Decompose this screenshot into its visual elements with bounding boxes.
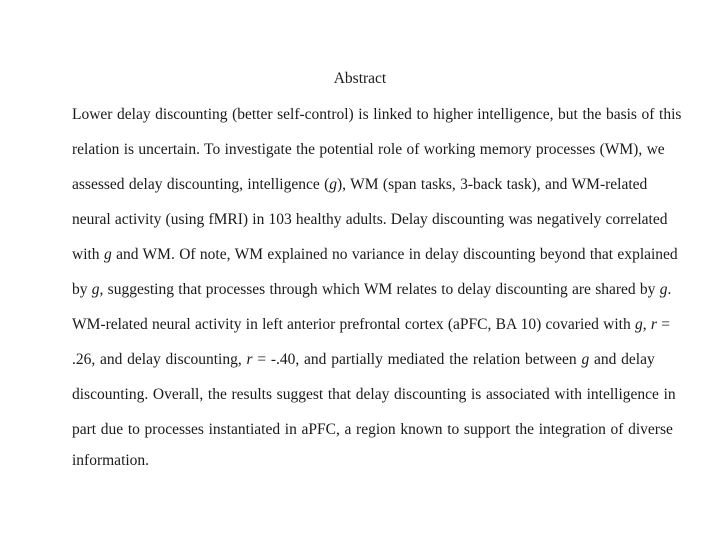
abstract-line-9: discounting. Overall, the results suggest that delay discounting is associated with intelligence in [72,386,676,403]
abstract-line-10: part due to processes instantiated in aPFC, a region known to support the integration of diverse [72,421,673,438]
abstract-line-3: assessed delay discounting, intelligence (g), WM (span tasks, 3-back task), and WM-related [72,176,648,193]
abstract-line-11: information. [72,452,150,469]
abstract-line-4: neural activity (using fMRI) in 103 healthy adults. Delay discounting was negatively correlated [72,211,668,228]
abstract-line-2: relation is uncertain. To investigate the potential role of working memory processes (WM), we [72,141,665,158]
abstract-line-6: by g, suggesting that processes through which WM relates to delay discounting are shared by g. [72,281,672,298]
abstract-line-8: .26, and delay discounting, r = -.40, and partially mediated the relation between g and delay [72,351,655,368]
abstract-line-7: WM-related neural activity in left anterior prefrontal cortex (aPFC, BA 10) covaried with g, r = [72,316,670,333]
abstract-line-5: with g and WM. Of note, WM explained no variance in delay discounting beyond that explained [72,246,678,263]
abstract-line-1: Lower delay discounting (better self-control) is linked to higher intelligence, but the basis of this [72,106,682,123]
abstract-heading: Abstract [333,70,387,87]
